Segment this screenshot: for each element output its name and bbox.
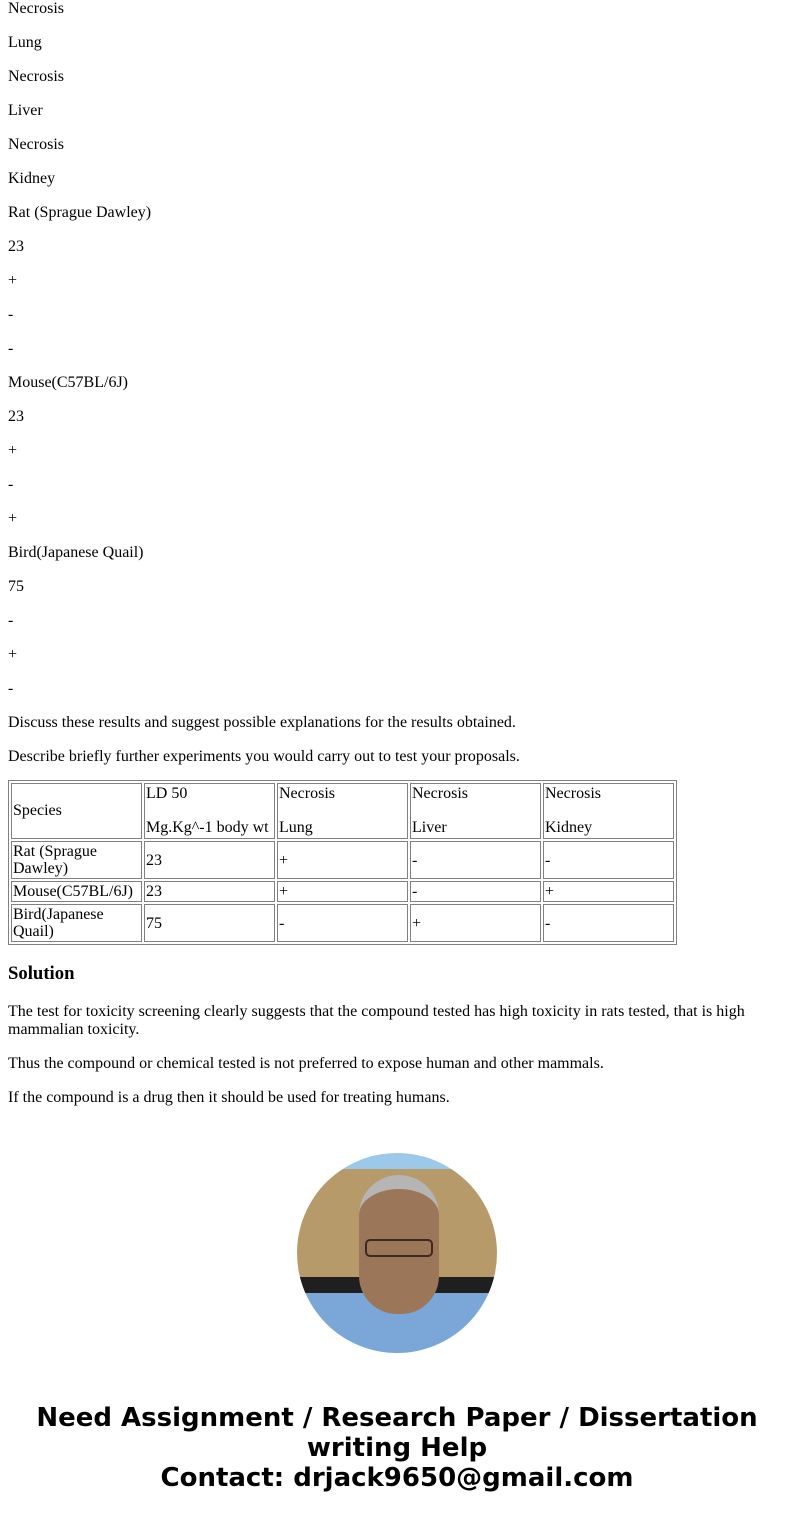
flat-text-item: Kidney [8, 170, 56, 187]
footer-help-text: Need Assignment / Research Paper / Dissertation writing Help [36, 1403, 758, 1463]
table-cell: 23 [144, 881, 275, 902]
flat-text-item: + [8, 646, 18, 663]
header-kidney: Necrosis Kidney [543, 783, 674, 839]
flat-text-item: 23 [8, 238, 24, 255]
flat-text-list [8, 0, 786, 698]
header-species: Species [11, 783, 142, 839]
flat-text-item: Lung [8, 34, 42, 51]
flat-text-item: + [8, 442, 18, 459]
table-cell: Bird(Japanese Quail) [11, 904, 142, 942]
table-cell: + [277, 841, 408, 879]
flat-text-item: Rat (Sprague Dawley) [8, 204, 152, 221]
flat-text-item: Necrosis [8, 0, 64, 17]
table-cell: - [410, 841, 541, 879]
question-paragraph: Discuss these results and suggest possible explanations for the results obtained. [8, 714, 516, 731]
solution-paragraph: If the compound is a drug then it should be used for treating humans. [8, 1089, 450, 1106]
question-paragraph: Describe briefly further experiments you would carry out to test your proposals. [8, 748, 520, 765]
table-cell: Rat (Sprague Dawley) [11, 841, 142, 879]
table-cell: 75 [144, 904, 275, 942]
flat-text-item: - [8, 340, 14, 357]
solution-heading: Solution [8, 963, 75, 984]
footer-banner [8, 1403, 786, 1493]
table-cell: - [410, 881, 541, 902]
table-cell: + [277, 881, 408, 902]
header-ld50: LD 50 Mg.Kg^-1 body wt [144, 783, 275, 839]
table-cell: + [543, 881, 674, 902]
table-cell: - [543, 904, 674, 942]
table-row [11, 904, 674, 942]
flat-text-item: 75 [8, 578, 24, 595]
flat-text-item: Mouse(C57BL/6J) [8, 374, 128, 391]
flat-text-item: Necrosis [8, 136, 64, 153]
table-cell: 23 [144, 841, 275, 879]
footer-contact[interactable]: Contact: drjack9650@gmail.com [160, 1463, 634, 1493]
flat-text-item: - [8, 612, 14, 629]
header-liver: Necrosis Liver [410, 783, 541, 839]
author-avatar [297, 1153, 497, 1353]
flat-text-item: - [8, 306, 14, 323]
header-lung: Necrosis Lung [277, 783, 408, 839]
solution-paragraph: Thus the compound or chemical tested is not preferred to expose human and other mammals. [8, 1055, 604, 1072]
flat-text-item: - [8, 680, 14, 697]
table-row [11, 841, 674, 879]
flat-text-item: Necrosis [8, 68, 64, 85]
flat-text-item: 23 [8, 408, 24, 425]
table-row [11, 881, 674, 902]
table-cell: - [543, 841, 674, 879]
results-table [8, 780, 677, 945]
flat-text-item: - [8, 476, 14, 493]
table-cell: - [277, 904, 408, 942]
table-header-row [11, 783, 674, 839]
flat-text-item: Bird(Japanese Quail) [8, 544, 144, 561]
flat-text-item: + [8, 510, 18, 527]
table-cell: + [410, 904, 541, 942]
table-cell: Mouse(C57BL/6J) [11, 881, 142, 902]
solution-paragraph: The test for toxicity screening clearly suggests that the compound tested has high toxicity in rats tested, that is high mammalian toxicity. [8, 1003, 745, 1038]
flat-text-item: Liver [8, 102, 43, 119]
flat-text-item: + [8, 272, 18, 289]
